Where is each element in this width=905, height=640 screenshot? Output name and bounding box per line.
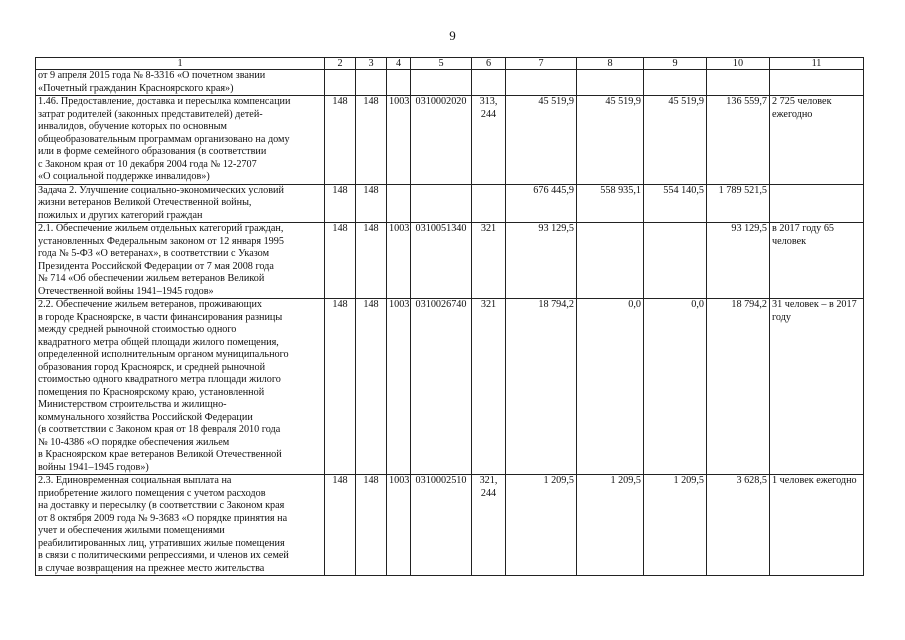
- col-6-value: [472, 184, 506, 223]
- col-5-value: 0310002510: [411, 475, 472, 576]
- col-5-value: [411, 184, 472, 223]
- col-8-value: 558 935,1: [577, 184, 644, 223]
- col-9-value: 0,0: [644, 299, 707, 475]
- col-11-note: в 2017 году 65 человек: [770, 223, 864, 299]
- col-11-note: 1 человек ежегодно: [770, 475, 864, 576]
- col-8-value: 0,0: [577, 299, 644, 475]
- col-4-value: 1003: [387, 475, 411, 576]
- col-10-value: 1 789 521,5: [707, 184, 770, 223]
- col-4-value: 1003: [387, 223, 411, 299]
- col-9-value: [644, 70, 707, 96]
- col-6-value: [472, 70, 506, 96]
- row-description: 2.3. Единовременная социальная выплата на приобретение жилого помещения с учетом расходов на доставку и пересылку (в соответствии с Законом края от 8 октября 2009 года № 9-3683 «О порядке принятия на учет и обеспечения жилыми помещениями реабилитированных лиц, утративших жилые помещения в связи с политическими репрессиями, и членов их семей в случае возвращения на прежнее место жительства: [36, 475, 325, 576]
- row-description: 1.46. Предоставление, доставка и пересылка компенсации затрат родителей (законных представителей) детей- инвалидов, обучение которых по основным общеобразовательным программам организовано на дому или в форме семейного образования (в соответствии с Законом края от 10 декабря 2004 года № 12-2707 «О социальной поддержке инвалидов»): [36, 96, 325, 185]
- col-9-value: 554 140,5: [644, 184, 707, 223]
- col-5-value: 0310026740: [411, 299, 472, 475]
- header-row: [36, 58, 864, 70]
- table-row: [36, 96, 864, 185]
- column-header: 3: [356, 58, 387, 70]
- col-11-note: [770, 184, 864, 223]
- column-header: 8: [577, 58, 644, 70]
- col-6-value: 321: [472, 223, 506, 299]
- col-10-value: 18 794,2: [707, 299, 770, 475]
- col-10-value: [707, 70, 770, 96]
- col-7-value: 1 209,5: [506, 475, 577, 576]
- col-4-value: 1003: [387, 96, 411, 185]
- col-7-value: 45 519,9: [506, 96, 577, 185]
- col-6-value: 321: [472, 299, 506, 475]
- table-row: [36, 475, 864, 576]
- col-11-note: 31 человек – в 2017 году: [770, 299, 864, 475]
- col-11-note: [770, 70, 864, 96]
- col-3-value: 148: [356, 96, 387, 185]
- column-header: 10: [707, 58, 770, 70]
- col-2-value: 148: [325, 96, 356, 185]
- col-9-value: [644, 223, 707, 299]
- col-10-value: 136 559,7: [707, 96, 770, 185]
- col-7-value: [506, 70, 577, 96]
- col-4-value: [387, 184, 411, 223]
- col-8-value: 45 519,9: [577, 96, 644, 185]
- col-11-note: 2 725 человек ежегодно: [770, 96, 864, 185]
- col-10-value: 3 628,5: [707, 475, 770, 576]
- col-7-value: 93 129,5: [506, 223, 577, 299]
- column-header: 9: [644, 58, 707, 70]
- table-row: [36, 223, 864, 299]
- col-2-value: 148: [325, 223, 356, 299]
- col-3-value: 148: [356, 299, 387, 475]
- col-8-value: 1 209,5: [577, 475, 644, 576]
- col-4-value: 1003: [387, 299, 411, 475]
- column-header: 5: [411, 58, 472, 70]
- row-description: 2.2. Обеспечение жильем ветеранов, проживающих в городе Красноярске, в части финансирования разницы между средней рыночной стоимостью одного квадратного метра общей площади жилого помещения, определенной исполнительным органом муниципального образования город Красноярск, и средней рыночной стоимостью одного квадратного метра площади жилого помещения по Красноярскому краю, установленной Министерством строительства и жилищно- коммунального хозяйства Российской Федерации (в соответствии с Законом края от 18 февраля 2010 года № 10-4386 «О порядке обеспечения жильем в Красноярском крае ветеранов Великой Отечественной войны 1941–1945 годов»): [36, 299, 325, 475]
- col-4-value: [387, 70, 411, 96]
- budget-table: [35, 57, 864, 576]
- col-10-value: 93 129,5: [707, 223, 770, 299]
- col-9-value: 1 209,5: [644, 475, 707, 576]
- col-3-value: 148: [356, 475, 387, 576]
- column-header: 11: [770, 58, 864, 70]
- col-3-value: [356, 70, 387, 96]
- column-header: 4: [387, 58, 411, 70]
- column-header: 6: [472, 58, 506, 70]
- column-header: 1: [36, 58, 325, 70]
- col-5-value: 0310051340: [411, 223, 472, 299]
- col-2-value: 148: [325, 184, 356, 223]
- col-5-value: 0310002020: [411, 96, 472, 185]
- col-2-value: [325, 70, 356, 96]
- col-8-value: [577, 223, 644, 299]
- row-description: Задача 2. Улучшение социально-экономических условий жизни ветеранов Великой Отечественной войны, пожилых и других категорий граждан: [36, 184, 325, 223]
- column-header: 2: [325, 58, 356, 70]
- col-6-value: 313, 244: [472, 96, 506, 185]
- col-8-value: [577, 70, 644, 96]
- table-row: [36, 299, 864, 475]
- col-7-value: 18 794,2: [506, 299, 577, 475]
- row-description: 2.1. Обеспечение жильем отдельных категорий граждан, установленных Федеральным законом от 12 января 1995 года № 5-ФЗ «О ветеранах», в соответствии с Указом Президента Российской Федерации от 7 мая 2008 года № 714 «Об обеспечении жильем ветеранов Великой Отечественной войны 1941–1945 годов»: [36, 223, 325, 299]
- col-3-value: 148: [356, 184, 387, 223]
- col-3-value: 148: [356, 223, 387, 299]
- row-description: от 9 апреля 2015 года № 8-3316 «О почетном звании «Почетный гражданин Красноярского края»): [36, 70, 325, 96]
- col-5-value: [411, 70, 472, 96]
- col-2-value: 148: [325, 475, 356, 576]
- col-6-value: 321, 244: [472, 475, 506, 576]
- col-2-value: 148: [325, 299, 356, 475]
- table-row: [36, 70, 864, 96]
- col-7-value: 676 445,9: [506, 184, 577, 223]
- table-row: [36, 184, 864, 223]
- page-number: 9: [449, 28, 456, 43]
- column-header: 7: [506, 58, 577, 70]
- col-9-value: 45 519,9: [644, 96, 707, 185]
